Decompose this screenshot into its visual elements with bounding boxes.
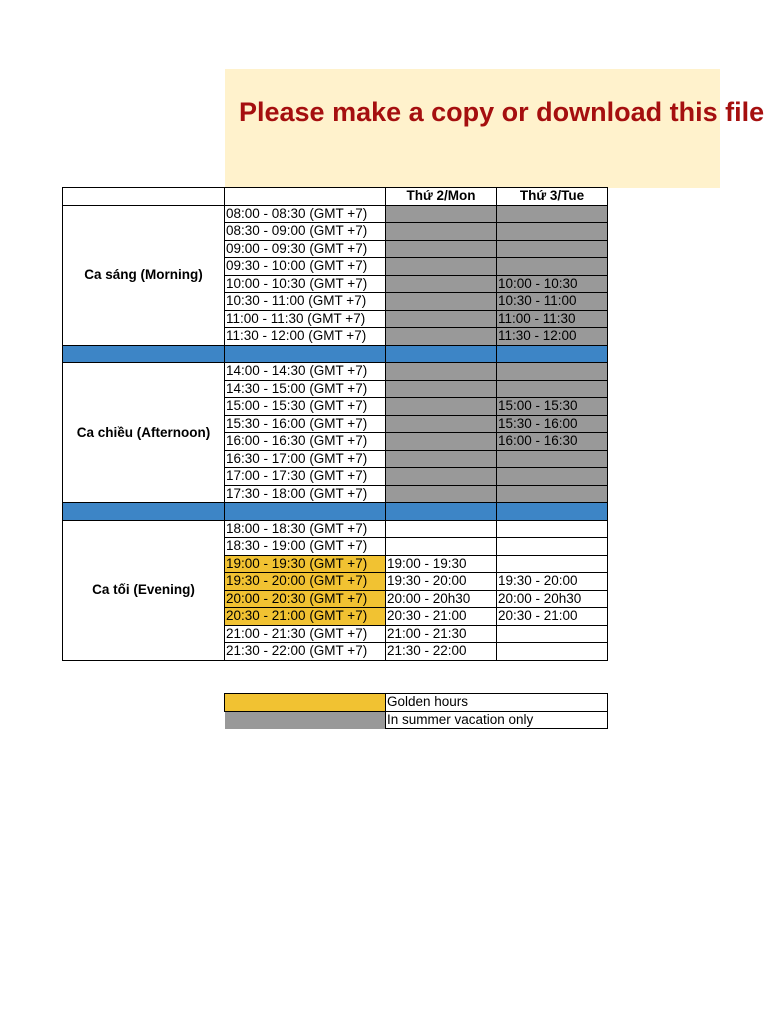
mon-cell[interactable]	[386, 380, 497, 398]
separator-cell[interactable]	[497, 503, 608, 521]
mon-cell[interactable]	[386, 258, 497, 276]
tue-cell[interactable]	[497, 643, 608, 661]
time-slot-cell[interactable]: 20:00 - 20:30 (GMT +7)	[225, 590, 386, 608]
header-mon[interactable]: Thứ 2/Mon	[386, 188, 497, 206]
time-slot-cell[interactable]: 10:30 - 11:00 (GMT +7)	[225, 293, 386, 311]
time-slot-cell[interactable]: 14:00 - 14:30 (GMT +7)	[225, 363, 386, 381]
time-slot-cell[interactable]: 11:30 - 12:00 (GMT +7)	[225, 328, 386, 346]
mon-cell[interactable]	[386, 538, 497, 556]
tue-cell[interactable]: 20:30 - 21:00	[497, 608, 608, 626]
tue-cell[interactable]: 11:30 - 12:00	[497, 328, 608, 346]
tue-cell[interactable]	[497, 520, 608, 538]
separator-cell[interactable]	[63, 345, 225, 363]
tue-cell[interactable]	[497, 240, 608, 258]
time-slot-cell[interactable]: 17:30 - 18:00 (GMT +7)	[225, 485, 386, 503]
mon-cell[interactable]	[386, 328, 497, 346]
time-slot-cell[interactable]: 14:30 - 15:00 (GMT +7)	[225, 380, 386, 398]
mon-cell[interactable]	[386, 450, 497, 468]
legend-row-summer	[225, 711, 608, 729]
tue-cell[interactable]	[497, 485, 608, 503]
time-slot-cell[interactable]: 15:00 - 15:30 (GMT +7)	[225, 398, 386, 416]
mon-cell[interactable]	[386, 520, 497, 538]
time-slot-cell[interactable]: 19:30 - 20:00 (GMT +7)	[225, 573, 386, 591]
mon-cell[interactable]	[386, 398, 497, 416]
tue-cell[interactable]	[497, 555, 608, 573]
notice-banner-clip	[225, 69, 765, 188]
separator-cell[interactable]	[225, 345, 386, 363]
tue-cell[interactable]: 15:00 - 15:30	[497, 398, 608, 416]
tue-cell[interactable]: 20:00 - 20h30	[497, 590, 608, 608]
mon-cell[interactable]	[386, 310, 497, 328]
time-slot-cell[interactable]: 18:30 - 19:00 (GMT +7)	[225, 538, 386, 556]
mon-cell[interactable]	[386, 223, 497, 241]
tue-cell[interactable]	[497, 258, 608, 276]
legend-row-golden	[225, 694, 608, 712]
separator-cell[interactable]	[386, 503, 497, 521]
header-tue[interactable]: Thứ 3/Tue	[497, 188, 608, 206]
afternoon-shift-label[interactable]: Ca chiều (Afternoon)	[63, 363, 225, 503]
header-corner-cell[interactable]	[63, 188, 225, 206]
schedule-table	[62, 187, 608, 661]
notice-banner-text: Please make a copy or download this file	[239, 97, 765, 127]
time-slot-cell[interactable]: 09:30 - 10:00 (GMT +7)	[225, 258, 386, 276]
section-separator	[63, 345, 608, 363]
time-slot-cell[interactable]: 09:00 - 09:30 (GMT +7)	[225, 240, 386, 258]
afternoon-row	[63, 363, 608, 381]
mon-cell[interactable]	[386, 415, 497, 433]
legend-table	[224, 693, 608, 729]
time-slot-cell[interactable]: 16:00 - 16:30 (GMT +7)	[225, 433, 386, 451]
time-slot-cell[interactable]: 19:00 - 19:30 (GMT +7)	[225, 555, 386, 573]
evening-shift-label[interactable]: Ca tối (Evening)	[63, 520, 225, 660]
mon-cell[interactable]: 19:30 - 20:00	[386, 573, 497, 591]
mon-cell[interactable]	[386, 433, 497, 451]
mon-cell[interactable]	[386, 205, 497, 223]
time-slot-cell[interactable]: 11:00 - 11:30 (GMT +7)	[225, 310, 386, 328]
header-row	[63, 188, 608, 206]
time-slot-cell[interactable]: 15:30 - 16:00 (GMT +7)	[225, 415, 386, 433]
tue-cell[interactable]	[497, 538, 608, 556]
tue-cell[interactable]: 19:30 - 20:00	[497, 573, 608, 591]
time-slot-cell[interactable]: 08:30 - 09:00 (GMT +7)	[225, 223, 386, 241]
schedule-body	[63, 188, 608, 661]
separator-cell[interactable]	[63, 503, 225, 521]
mon-cell[interactable]: 20:00 - 20h30	[386, 590, 497, 608]
tue-cell[interactable]: 10:00 - 10:30	[497, 275, 608, 293]
tue-cell[interactable]	[497, 450, 608, 468]
tue-cell[interactable]	[497, 205, 608, 223]
time-slot-cell[interactable]: 20:30 - 21:00 (GMT +7)	[225, 608, 386, 626]
tue-cell[interactable]: 10:30 - 11:00	[497, 293, 608, 311]
mon-cell[interactable]: 19:00 - 19:30	[386, 555, 497, 573]
mon-cell[interactable]: 21:00 - 21:30	[386, 625, 497, 643]
separator-cell[interactable]	[225, 503, 386, 521]
mon-cell[interactable]	[386, 363, 497, 381]
mon-cell[interactable]: 21:30 - 22:00	[386, 643, 497, 661]
mon-cell[interactable]	[386, 293, 497, 311]
header-slot-cell[interactable]	[225, 188, 386, 206]
legend-label-golden: Golden hours	[386, 694, 608, 712]
time-slot-cell[interactable]: 16:30 - 17:00 (GMT +7)	[225, 450, 386, 468]
time-slot-cell[interactable]: 18:00 - 18:30 (GMT +7)	[225, 520, 386, 538]
legend-label-summer: In summer vacation only	[386, 711, 608, 729]
time-slot-cell[interactable]: 21:30 - 22:00 (GMT +7)	[225, 643, 386, 661]
mon-cell[interactable]	[386, 468, 497, 486]
mon-cell[interactable]	[386, 275, 497, 293]
time-slot-cell[interactable]: 21:00 - 21:30 (GMT +7)	[225, 625, 386, 643]
morning-shift-label[interactable]: Ca sáng (Morning)	[63, 205, 225, 345]
tue-cell[interactable]	[497, 625, 608, 643]
separator-cell[interactable]	[497, 345, 608, 363]
legend-swatch-summer	[225, 711, 386, 729]
notice-banner	[225, 69, 765, 188]
tue-cell[interactable]	[497, 223, 608, 241]
time-slot-cell[interactable]: 08:00 - 08:30 (GMT +7)	[225, 205, 386, 223]
time-slot-cell[interactable]: 17:00 - 17:30 (GMT +7)	[225, 468, 386, 486]
tue-cell[interactable]	[497, 380, 608, 398]
separator-cell[interactable]	[386, 345, 497, 363]
tue-cell[interactable]: 16:00 - 16:30	[497, 433, 608, 451]
evening-row	[63, 520, 608, 538]
tue-cell[interactable]	[497, 468, 608, 486]
tue-cell[interactable]: 11:00 - 11:30	[497, 310, 608, 328]
section-separator	[63, 503, 608, 521]
mon-cell[interactable]	[386, 240, 497, 258]
morning-row	[63, 205, 608, 223]
time-slot-cell[interactable]: 10:00 - 10:30 (GMT +7)	[225, 275, 386, 293]
tue-cell[interactable]	[497, 363, 608, 381]
legend-swatch-golden	[225, 694, 386, 712]
mon-cell[interactable]	[386, 485, 497, 503]
mon-cell[interactable]: 20:30 - 21:00	[386, 608, 497, 626]
tue-cell[interactable]: 15:30 - 16:00	[497, 415, 608, 433]
